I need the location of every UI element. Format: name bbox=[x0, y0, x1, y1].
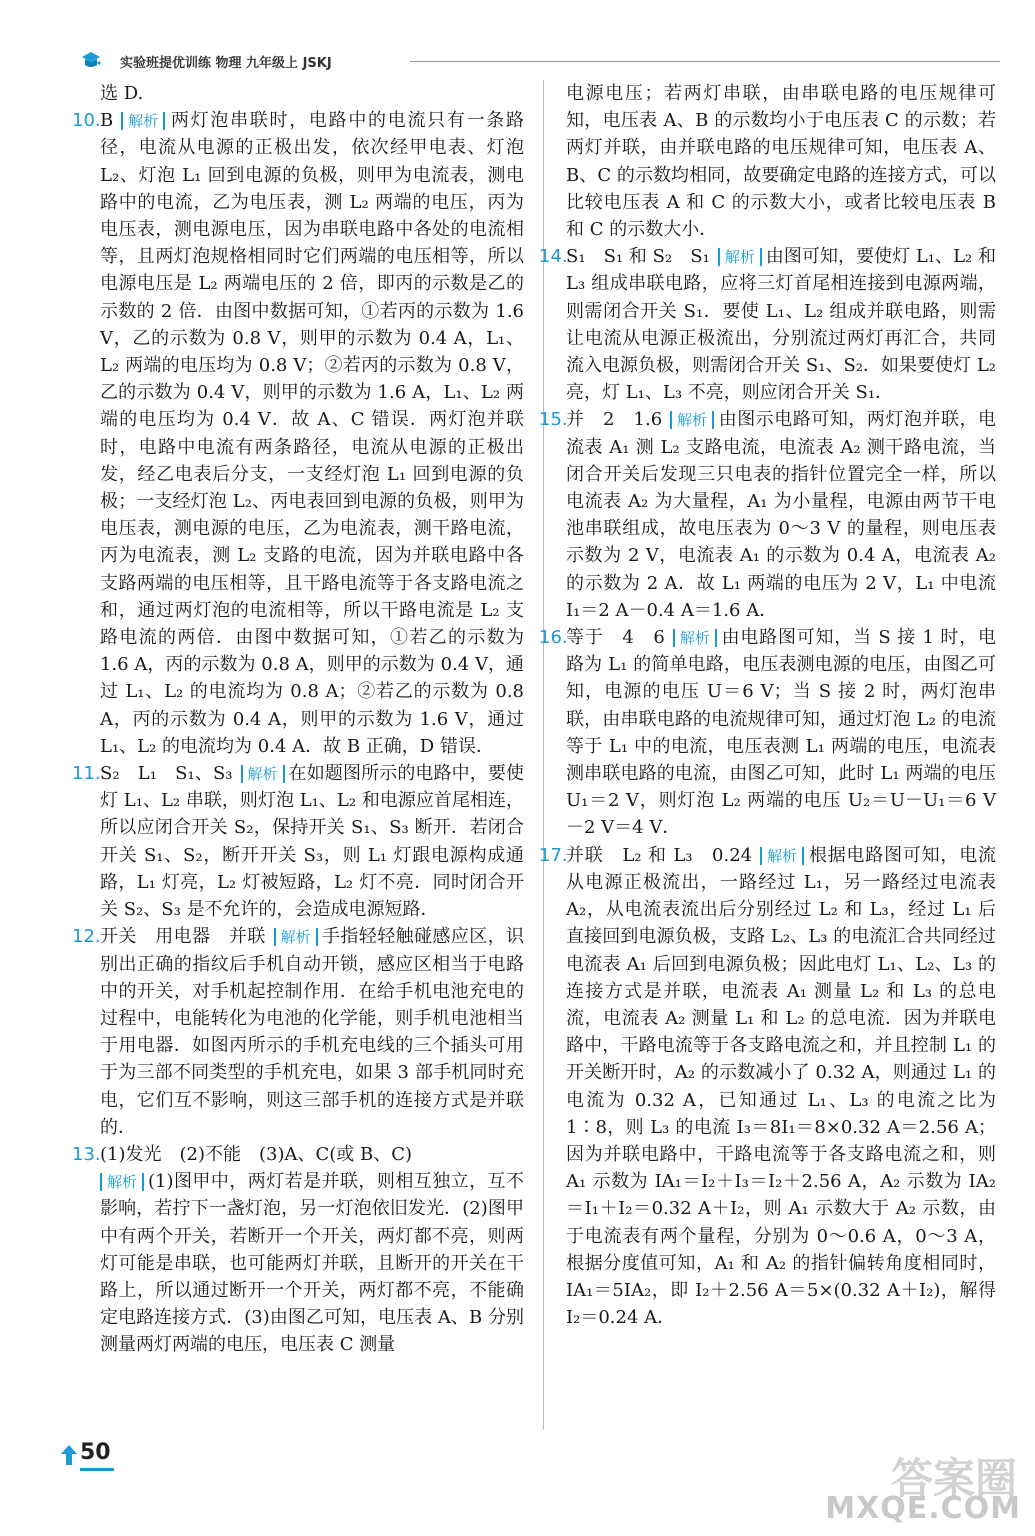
right-lead: 电源电压；若两灯串联，由串联电路的电压规律可知，电压表 A、B 的示数均小于电压表 C 的示数；若两灯并联，由并联电路的电压规律可知，电压表 A、B、C 的示数均相同，故要确定电路的连接方式，可以比较电压表 A 和 C 的示数大小，或者比较电压表 B 和 C 的示数大小． bbox=[566, 83, 996, 241]
question-12 bbox=[72, 923, 524, 1141]
question-number: 17. bbox=[539, 844, 568, 866]
question-15 bbox=[539, 406, 997, 624]
page-header bbox=[80, 50, 1000, 74]
question-answer: (1)发光 (2)不能 (3)A、C(或 B、C) bbox=[100, 1143, 413, 1165]
analysis-text: 在如题图所示的电路中，要使灯 L₁、L₂ 串联，则灯泡 L₁、L₂ 和电源应首尾相连，所以应闭合开关 S₂，保持开关 S₁、S₃ 断开．若闭合开关 S₁、S₂，断开开关 S₃，则 L₁ 灯跟电源构成通路，L₁ 灯亮，L₂ 灯被短路，L₂ 灯不亮．同时闭合开关 S₂、S₃ 是不允许的，会造成电源短路． bbox=[100, 763, 525, 921]
watermark bbox=[825, 1446, 1021, 1526]
question-answer: 等于 4 6 bbox=[566, 627, 665, 649]
watermark-url: MXQE.COM bbox=[825, 1491, 1021, 1526]
question-11 bbox=[72, 760, 525, 923]
left-column bbox=[72, 80, 525, 1359]
analysis-tag: 解析 bbox=[274, 928, 318, 946]
question-number: 16. bbox=[539, 627, 568, 649]
watermark-logo: 答案圈 bbox=[890, 1454, 1017, 1503]
analysis-text: (1)图甲中，两灯若是并联，则相互独立，互不影响，若拧下一盏灯泡，另一灯泡依旧发光．(2)图甲中有两个开关，若断开一个开关，两灯都不亮，则两灯可能是串联，也可能两灯并联，且断开的开关在干路上，所以通过断开一个开关，两灯都不亮，不能确定电路连接方式．(3)由图乙可知，电压表 A、B 分别测量两灯两端的电压，电压表 C 测量 bbox=[100, 1171, 524, 1356]
analysis-text: 由图示电路可知，两灯泡并联，电流表 A₁ 测 L₂ 支路电流，电流表 A₂ 测干路电流，当闭合开关后发现三只电表的指针位置完全一样，所以电流表 A₂ 为大量程，A₁ 为小量程，电源由两节干电池串联组成，故电压表为 0～3 V 的量程，则电压表示数为 2 V，电流表 A₁ 的示数为 0.4 A，电流表 A₂ 的示数为 2 A．故 L₁ 两端的电压为 2 V，L₁ 中电流 I₁＝2 A－0.4 A＝1.6 A． bbox=[566, 409, 997, 621]
column-divider bbox=[543, 80, 544, 1430]
question-number: 12. bbox=[72, 926, 101, 948]
book-title: 实验班提优训练 物理 九年级上 JSKJ bbox=[120, 56, 332, 71]
question-number: 10. bbox=[72, 110, 101, 132]
header-rule bbox=[410, 61, 1000, 62]
question-answer: B bbox=[100, 110, 114, 132]
analysis-tag: 解析 bbox=[241, 765, 285, 783]
analysis-tag: 解析 bbox=[718, 248, 762, 266]
analysis-text: 根据电路图可知，电流从电源正极流出，一路经过 L₁，另一路经过电流表 A₂，从电流表流出后分别经过 L₂ 和 L₃，经过 L₁ 后直接回到电源负极，支路 L₂、L₃ 的电流汇合共同经过电流表 A₁ 后回到电源负极；因此电灯 L₁、L₂、L₃ 的连接方式是并联，电流表 A₁ 测量 L₂ 和 L₃ 的总电流，电流表 A₂ 测量 L₁ 和 L₂ 的总电流．因为并联电路中，干路电流等于各支路电流之和，并且控制 L₁ 的开关断开时，A₂ 的示数减小了 0.32 A，则通过 L₁ 的电流为 0.32 A，已知通过 L₁、L₃ 的电流之比为 1∶8，则 L₃ 的电流 I₃＝8I₁＝8×0.32 A＝2.56 A；因为并联电路中，干路电流等于各支路电流之和，则 A₁ 示数为 IA₁＝I₂＋I₃＝I₂＋2.56 A，A₂ 示数为 IA₂＝I₁＋I₂＝0.32 A＋I₂，则 A₁ 示数大于 A₂ 示数，由于电流表有两个量程，分别为 0～0.6 A，0～3 A，根据分度值可知，A₁ 和 A₂ 的指针偏转角度相同时，IA₁＝5IA₂，即 I₂＋2.56 A＝5×(0.32 A＋I₂)，解得 I₂＝0.24 A． bbox=[566, 844, 997, 1329]
analysis-text: 由图可知，要使灯 L₁、L₂ 和 L₃ 组成串联电路，应将三灯首尾相连接到电源两端，则需闭合开关 S₁．要使 L₁、L₂ 组成并联电路，则需让电流从电源正极流出，分别流过两灯再汇合，共同流入电源负极，则需闭合开关 S₁、S₂．如果要使灯 L₂ 亮，灯 L₁、L₃ 不亮，则应闭合开关 S₁． bbox=[566, 246, 996, 404]
left-lead: 选 D. bbox=[100, 83, 144, 104]
question-number: 11. bbox=[72, 763, 101, 785]
question-answer: 并联 L₂ 和 L₃ 0.24 bbox=[566, 844, 753, 866]
analysis-text: 两灯泡串联时，电路中的电流只有一条路径，电流从电源的正极出发，依次经甲电表、灯泡 L₂、灯泡 L₁ 回到电源的负极，则甲为电流表，测电路中的电流，乙为电压表，测 L₂ 两端的电压，丙为电压表，测电源电压，因为串联电路中各处的电流相等，且两灯泡规格相同时它们两端的电压相等，所以电源电压是 L₂ 两端电压的 2 倍，即丙的示数是乙的示数的 2 倍．由图中数据可知，①若丙的示数为 1.6 V，乙的示数为 0.8 V，则甲的示数为 0.4 A，L₁、L₂ 两端的电压均为 0.8 V；②若丙的示数为 0.8 V，乙的示数为 0.4 V，则甲的示数为 1.6 A，L₁、L₂ 两端的电压均为 0.4 V．故 A、C 错误．两灯泡并联时，电路中电流有两条路径，电流从电源的正极出发，经乙电表后分支，一支经灯泡 L₁ 回到电源的负极；一支经灯泡 L₂、丙电表回到电源的负极，则甲为电压表，测电源的电压，乙为电流表，测干路电流，丙为电流表，测 L₂ 支路的电流，因为并联电路中各支路两端的电压相等，且干路电流等于各支路电流之和，通过两灯泡的电流相等，所以干路电流是 L₂ 支路电流的两倍．由图中数据可知，①若乙的示数为 1.6 A，丙的示数为 0.8 A，则甲的示数为 0.4 V，通过 L₁、L₂ 的电流均为 0.8 A；②若乙的示数为 0.8 A，丙的示数为 0.4 A，则甲的示数为 1.6 V，通过 L₁、L₂ 的电流均为 0.4 A．故 B 正确，D 错误． bbox=[100, 110, 524, 757]
analysis-tag: 解析 bbox=[670, 411, 714, 429]
question-number: 14. bbox=[539, 246, 568, 268]
page-number: 50 bbox=[80, 1440, 111, 1465]
analysis-text: 由电路图可知，当 S 接 1 时，电路为 L₁ 的简单电路，电压表测电源的电压，由图乙可知，电源的电压 U＝6 V；当 S 接 2 时，两灯泡串联，由串联电路的电流规律可知，通过灯泡 L₂ 的电流等于 L₁ 中的电流，电压表测 L₁ 两端的电压，电流表测串联电路的电流，由图乙可知，此时 L₁ 两端的电压 U₁＝2 V，则灯泡 L₂ 两端的电压 U₂＝U－U₁＝6 V－2 V＝4 V． bbox=[566, 627, 996, 839]
right-column bbox=[539, 80, 997, 1331]
question-14 bbox=[539, 243, 996, 406]
question-answer: 并 2 1.6 bbox=[566, 409, 663, 431]
page-number-underline bbox=[80, 1468, 114, 1471]
question-16 bbox=[539, 624, 996, 842]
question-answer: S₁ S₁ 和 S₂ S₁ bbox=[566, 246, 710, 268]
up-arrow-icon bbox=[60, 1444, 78, 1466]
book-logo-icon bbox=[80, 50, 102, 72]
question-number: 15. bbox=[539, 409, 568, 431]
analysis-tag: 解析 bbox=[100, 1173, 144, 1191]
analysis-text: 手指轻轻触碰感应区，识别出正确的指纹后手机自动开锁，感应区相当于电路中的开关，对手机起控制作用．在给手机电池充电的过程中，电能转化为电池的化学能，则手机电池相当于用电器．如图丙所示的手机充电线的三个插头可用于为三部不同类型的手机充电，如果 3 部手机同时充电，它们互不影响，则这三部手机的连接方式是并联的． bbox=[100, 926, 524, 1138]
question-answer: S₂ L₁ S₁、S₃ bbox=[100, 763, 233, 785]
analysis-tag: 解析 bbox=[760, 847, 804, 865]
analysis-tag: 解析 bbox=[673, 629, 717, 647]
question-13 bbox=[72, 1141, 524, 1359]
question-answer: 开关 用电器 并联 bbox=[100, 926, 266, 948]
analysis-tag: 解析 bbox=[121, 112, 165, 130]
question-10 bbox=[72, 107, 524, 760]
question-17 bbox=[539, 842, 997, 1332]
question-number: 13. bbox=[72, 1143, 101, 1165]
